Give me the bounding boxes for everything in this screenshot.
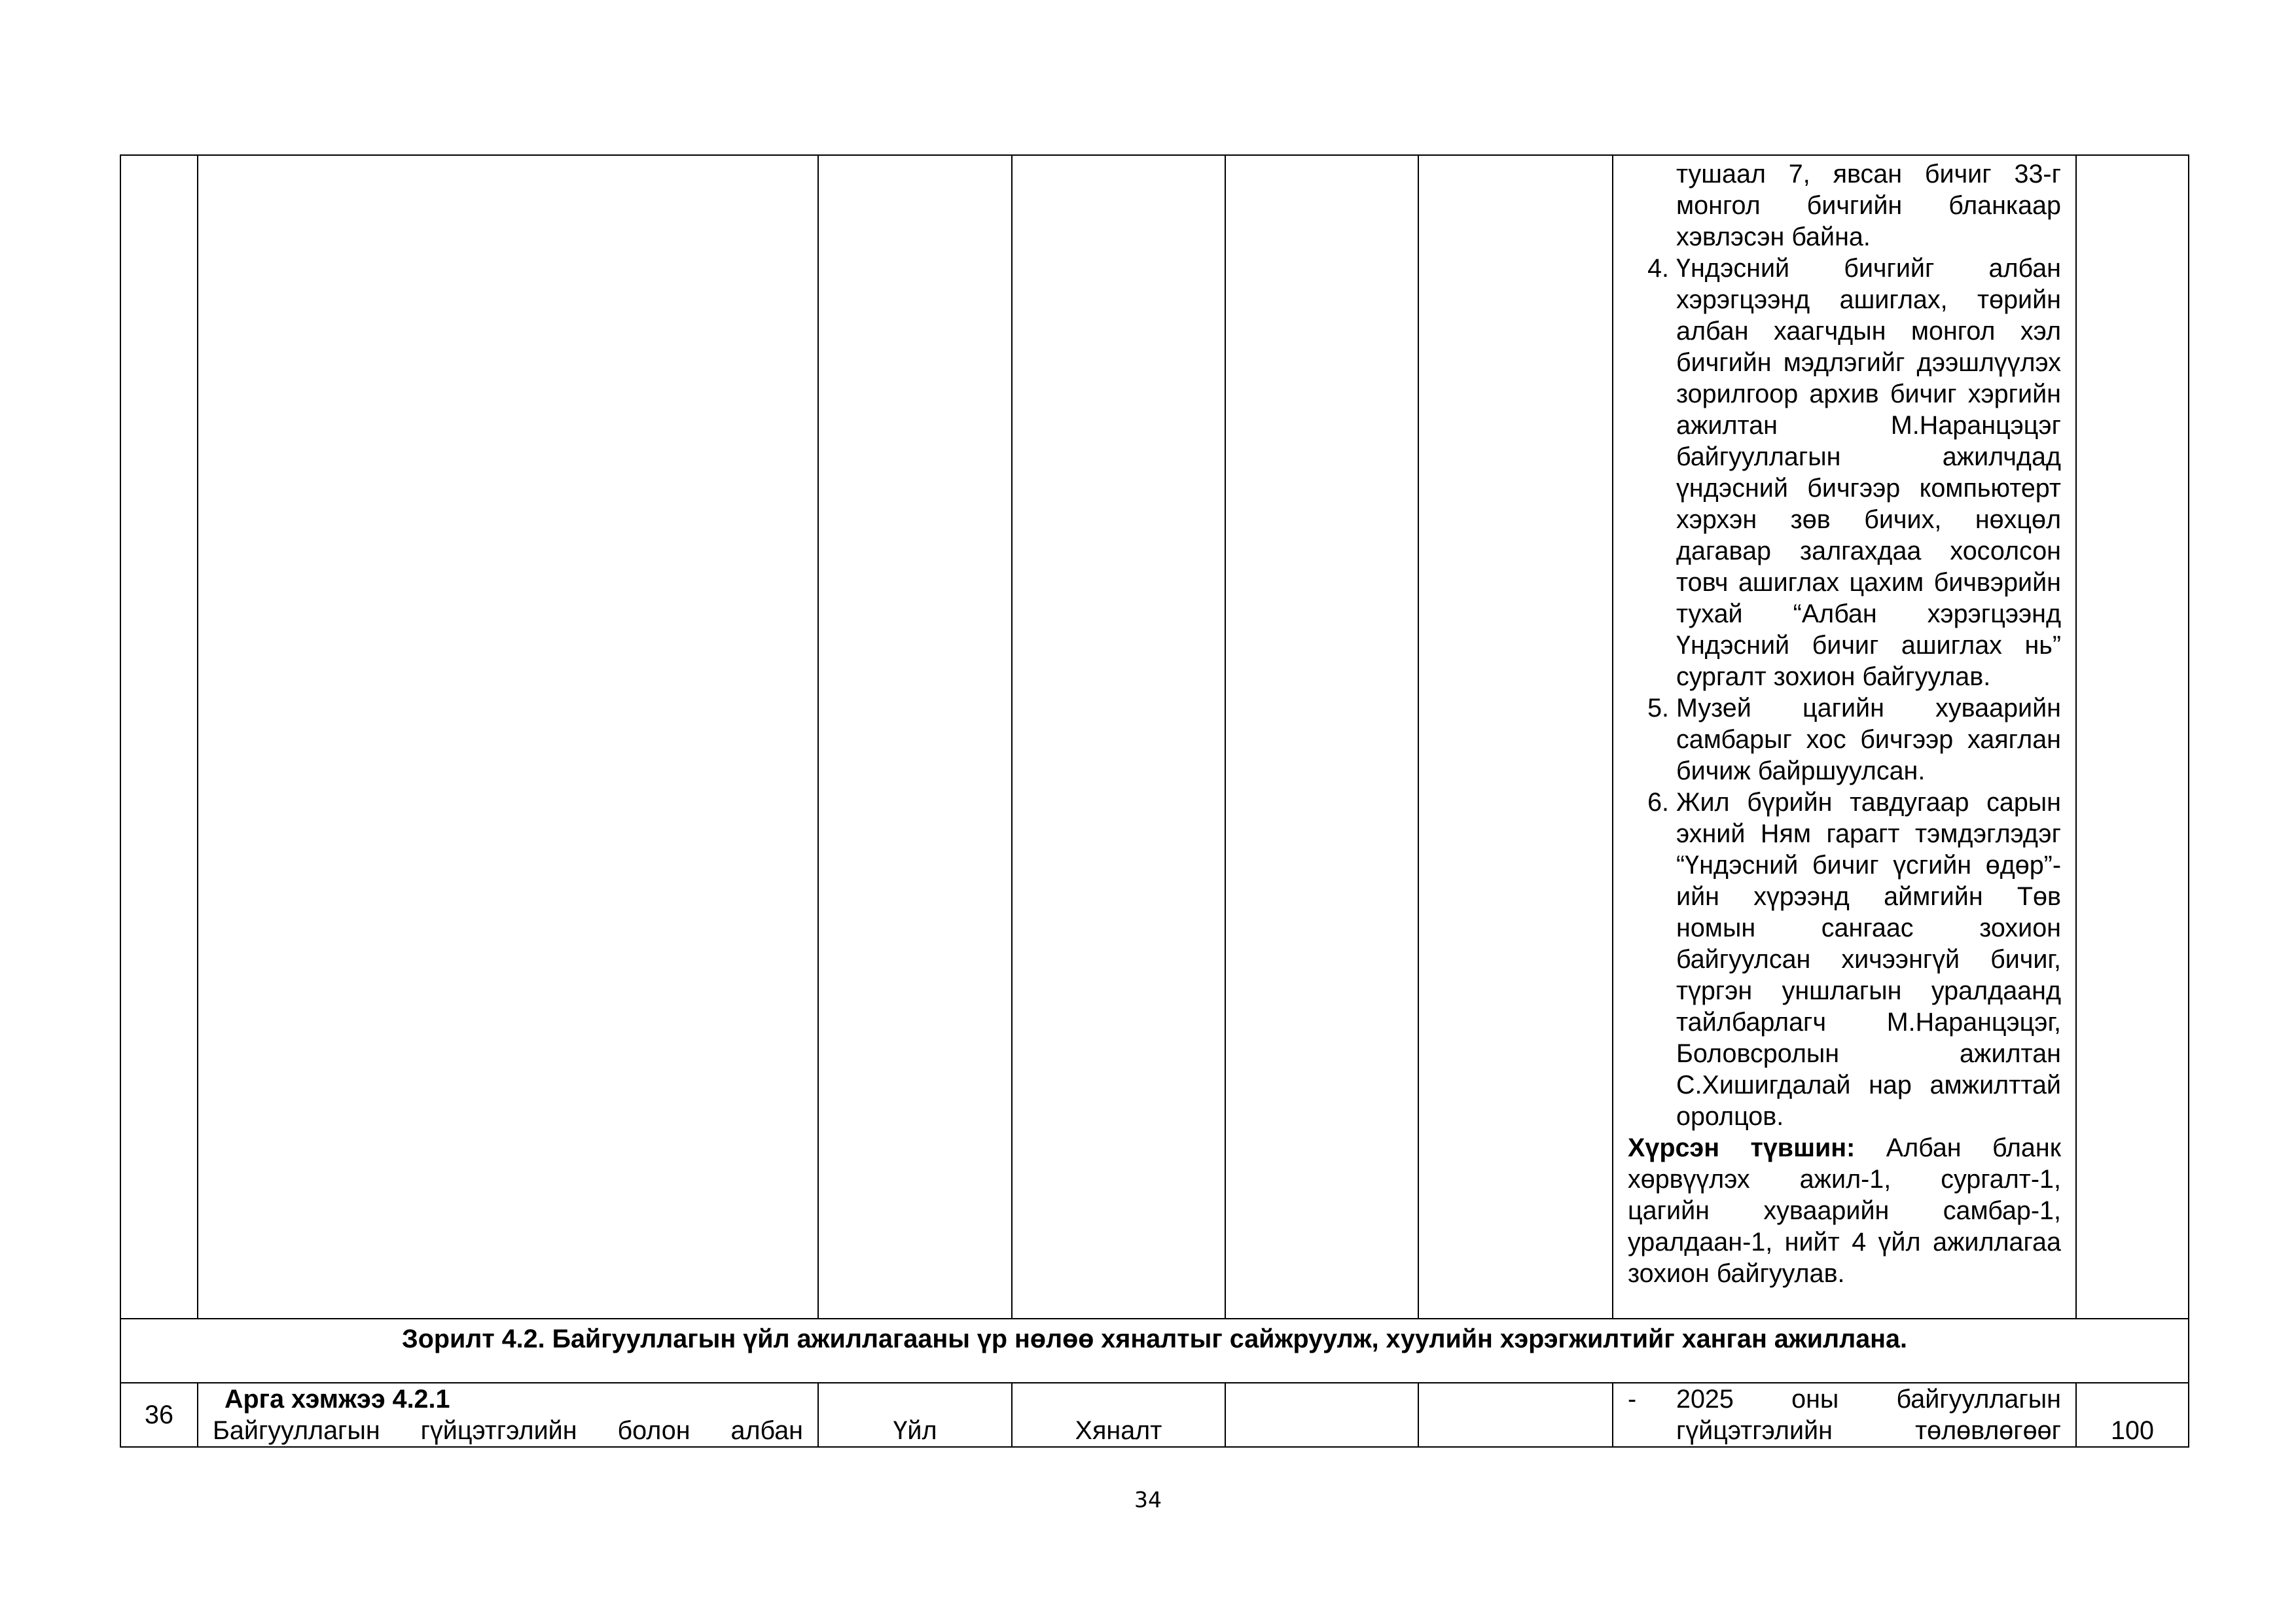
- cell-score: [2076, 155, 2189, 1319]
- cell-number: [120, 155, 198, 1319]
- measure-text: Байгууллагын гүйцэтгэлийн болон албан: [213, 1416, 803, 1445]
- result-item-6: 6. Жил бүрийн тавдугаар сарын эхний Ням гарагт тэмдэглэдэг “Үндэсний бичиг үсгийн өдөр”-ийн хүрээнд аймгийн Төв номын сангаас зохион байгуулсан хичээнгүй бичиг, түргэн уншлагын уралдаанд тайлбарлагч М.Наранцэцэг, Боловсролын ажилтан С.Хишигдалай нар амжилттай оролцов.: [1676, 787, 2061, 1132]
- type-cell: Үйл: [818, 1383, 1012, 1447]
- achieved-level-label: Хүрсэн түвшин:: [1628, 1133, 1856, 1162]
- category-cell: Хяналт: [1012, 1383, 1225, 1447]
- cell-type: [818, 155, 1012, 1319]
- report-table: [120, 154, 2189, 1448]
- measure-cell: [198, 1383, 818, 1447]
- cell-empty-6: [1418, 1383, 1613, 1447]
- result-line-1: 2025 оны байгууллагын: [1676, 1385, 2061, 1414]
- cell-empty-6: [1418, 155, 1613, 1319]
- achieved-level: [1628, 1132, 2061, 1289]
- measure-title: Арга хэмжээ 4.2.1: [224, 1385, 450, 1414]
- result-list: [1628, 253, 2061, 1132]
- row-number: 36: [120, 1383, 198, 1447]
- cell-result: [1613, 155, 2076, 1319]
- achieved-level-text: Албан бланк хөрвүүлэх ажил-1, сургалт-1, цагийн хуваарийн самбар-1, уралдаан-1, нийт 4 үйл ажиллагаа зохион байгуулав.: [1628, 1133, 2061, 1288]
- result-cell: [1613, 1383, 2076, 1447]
- result-line-2: гүйцэтгэлийн төлөвлөгөөг: [1676, 1416, 2061, 1445]
- goal-row: [120, 1319, 2189, 1383]
- result-item-5: 5. Музей цагийн хуваарийн самбарыг хос бичгээр хаяглан бичиж байршуулсан.: [1676, 692, 2061, 787]
- cell-empty-5: [1225, 1383, 1418, 1447]
- score-cell: 100: [2076, 1383, 2189, 1447]
- cell-measure: [198, 155, 818, 1319]
- cell-category: [1012, 155, 1225, 1319]
- dash-bullet: -: [1628, 1385, 1637, 1414]
- cell-empty-5: [1225, 155, 1418, 1319]
- result-item-4: 4. Үндэсний бичгийг албан хэрэгцээнд ашиглах, төрийн албан хаагчдын монгол хэл бичгийн мэдлэгийг дээшлүүлэх зорилгоор архив бичиг хэргийн ажилтан М.Наранцэцэг байгууллагын ажилчдад үндэсний бичгээр компьютерт хэрхэн зөв бичих, нөхцөл дагавар залгахдаа хосолсон товч ашиглах цахим бичвэрийн тухай “Албан хэрэгцээнд Үндэсний бичиг ашиглах нь” сургалт зохион байгуулав.: [1676, 253, 2061, 692]
- table-row-continued: [120, 155, 2189, 1319]
- result-first-line: [1628, 1383, 2061, 1415]
- result-continued-text: тушаал 7, явсан бичиг 33-г монгол бичгийн бланкаар хэвлэсэн байна.: [1676, 160, 2061, 251]
- table-row-36: [120, 1383, 2189, 1447]
- page-number: 34: [1134, 1487, 1162, 1512]
- goal-heading: Зорилт 4.2. Байгууллагын үйл ажиллагааны үр нөлөө хяналтыг сайжруулж, хуулийн хэрэгжилтийг ханган ажиллана.: [120, 1319, 2189, 1383]
